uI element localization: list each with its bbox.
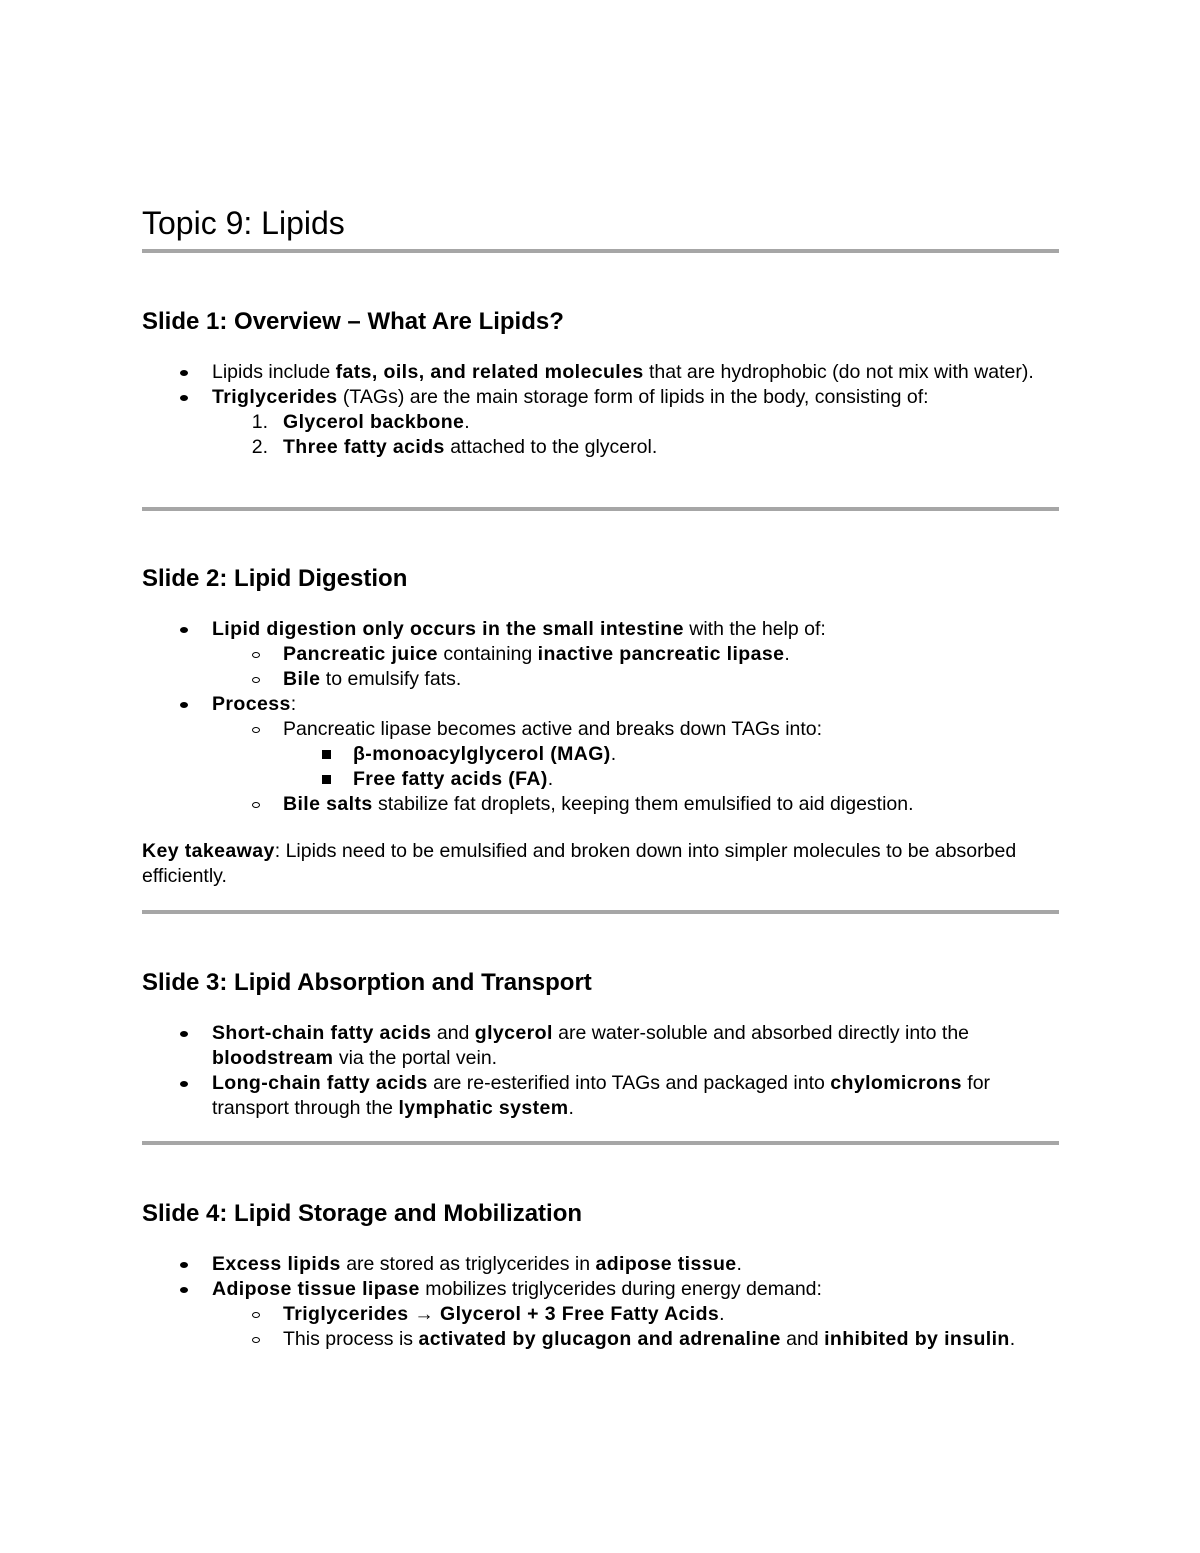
slide-3-body [142, 1021, 1059, 1121]
section-divider [142, 910, 1059, 914]
square-bullet-icon [314, 767, 338, 792]
list-item: Excess lipids are stored as triglycerides in adipose tissue. [142, 1252, 1059, 1277]
list-number: 2. [251, 436, 268, 458]
circle-bullet-icon [244, 1327, 268, 1352]
bullet-icon [172, 692, 196, 717]
list-item: Adipose tissue lipase mobilizes triglycerides during energy demand: [142, 1277, 1059, 1302]
slide-4-body [142, 1252, 1059, 1352]
slide-1-body [142, 360, 1059, 460]
list-item: Lipids include fats, oils, and related molecules that are hydrophobic (do not mix with water). [142, 360, 1059, 385]
bullet-icon [172, 360, 196, 385]
list-item: Pancreatic juice containing inactive pancreatic lipase. [142, 642, 1059, 667]
list-number: 1. [251, 411, 268, 433]
bullet-icon [172, 385, 196, 410]
bullet-icon [172, 1277, 196, 1302]
list-item: β-monoacylglycerol (MAG). [142, 742, 1059, 767]
bullet-icon [172, 1252, 196, 1277]
slide-1-heading: Slide 1: Overview – What Are Lipids? [142, 308, 564, 335]
section-divider [142, 1141, 1059, 1145]
list-item: Long-chain fatty acids are re-esterified into TAGs and packaged into chylomicrons for transport through the lymphatic system. [142, 1071, 1059, 1121]
list-item: Lipid digestion only occurs in the small intestine with the help of: [142, 617, 1059, 642]
list-item: Bile salts stabilize fat droplets, keeping them emulsified to aid digestion. [142, 792, 1059, 817]
slide-2-heading: Slide 2: Lipid Digestion [142, 565, 408, 592]
circle-bullet-icon [244, 642, 268, 667]
numbered-item: 2. Three fatty acids attached to the glycerol. [142, 435, 1059, 460]
bullet-icon [172, 1071, 196, 1096]
circle-bullet-icon [244, 667, 268, 692]
list-item: Pancreatic lipase becomes active and breaks down TAGs into: [142, 717, 1059, 742]
slide-4-heading: Slide 4: Lipid Storage and Mobilization [142, 1200, 583, 1227]
list-item: Process: [142, 692, 1059, 717]
circle-bullet-icon [244, 792, 268, 817]
circle-bullet-icon [244, 1302, 268, 1327]
numbered-item: 1. Glycerol backbone. [142, 410, 1059, 435]
section-divider [142, 507, 1059, 511]
slide-2-body [142, 617, 1059, 817]
list-item: Bile to emulsify fats. [142, 667, 1059, 692]
list-item: Triglycerides → Glycerol + 3 Free Fatty Acids. [142, 1302, 1059, 1327]
title-divider [142, 249, 1059, 253]
list-item: This process is activated by glucagon and adrenaline and inhibited by insulin. [142, 1327, 1059, 1352]
page-title: Topic 9: Lipids [142, 205, 345, 241]
list-item: Triglycerides (TAGs) are the main storage form of lipids in the body, consisting of: [142, 385, 1059, 410]
square-bullet-icon [314, 742, 338, 767]
key-takeaway: Key takeaway: Lipids need to be emulsified and broken down into simpler molecules to be absorbed efficiently. [142, 840, 1017, 887]
bullet-icon [172, 617, 196, 642]
list-item: Free fatty acids (FA). [142, 767, 1059, 792]
bullet-icon [172, 1021, 196, 1046]
list-item: Short-chain fatty acids and glycerol are water-soluble and absorbed directly into the bloodstream via the portal vein. [142, 1021, 1059, 1071]
slide-3-heading: Slide 3: Lipid Absorption and Transport [142, 969, 592, 996]
circle-bullet-icon [244, 717, 268, 742]
